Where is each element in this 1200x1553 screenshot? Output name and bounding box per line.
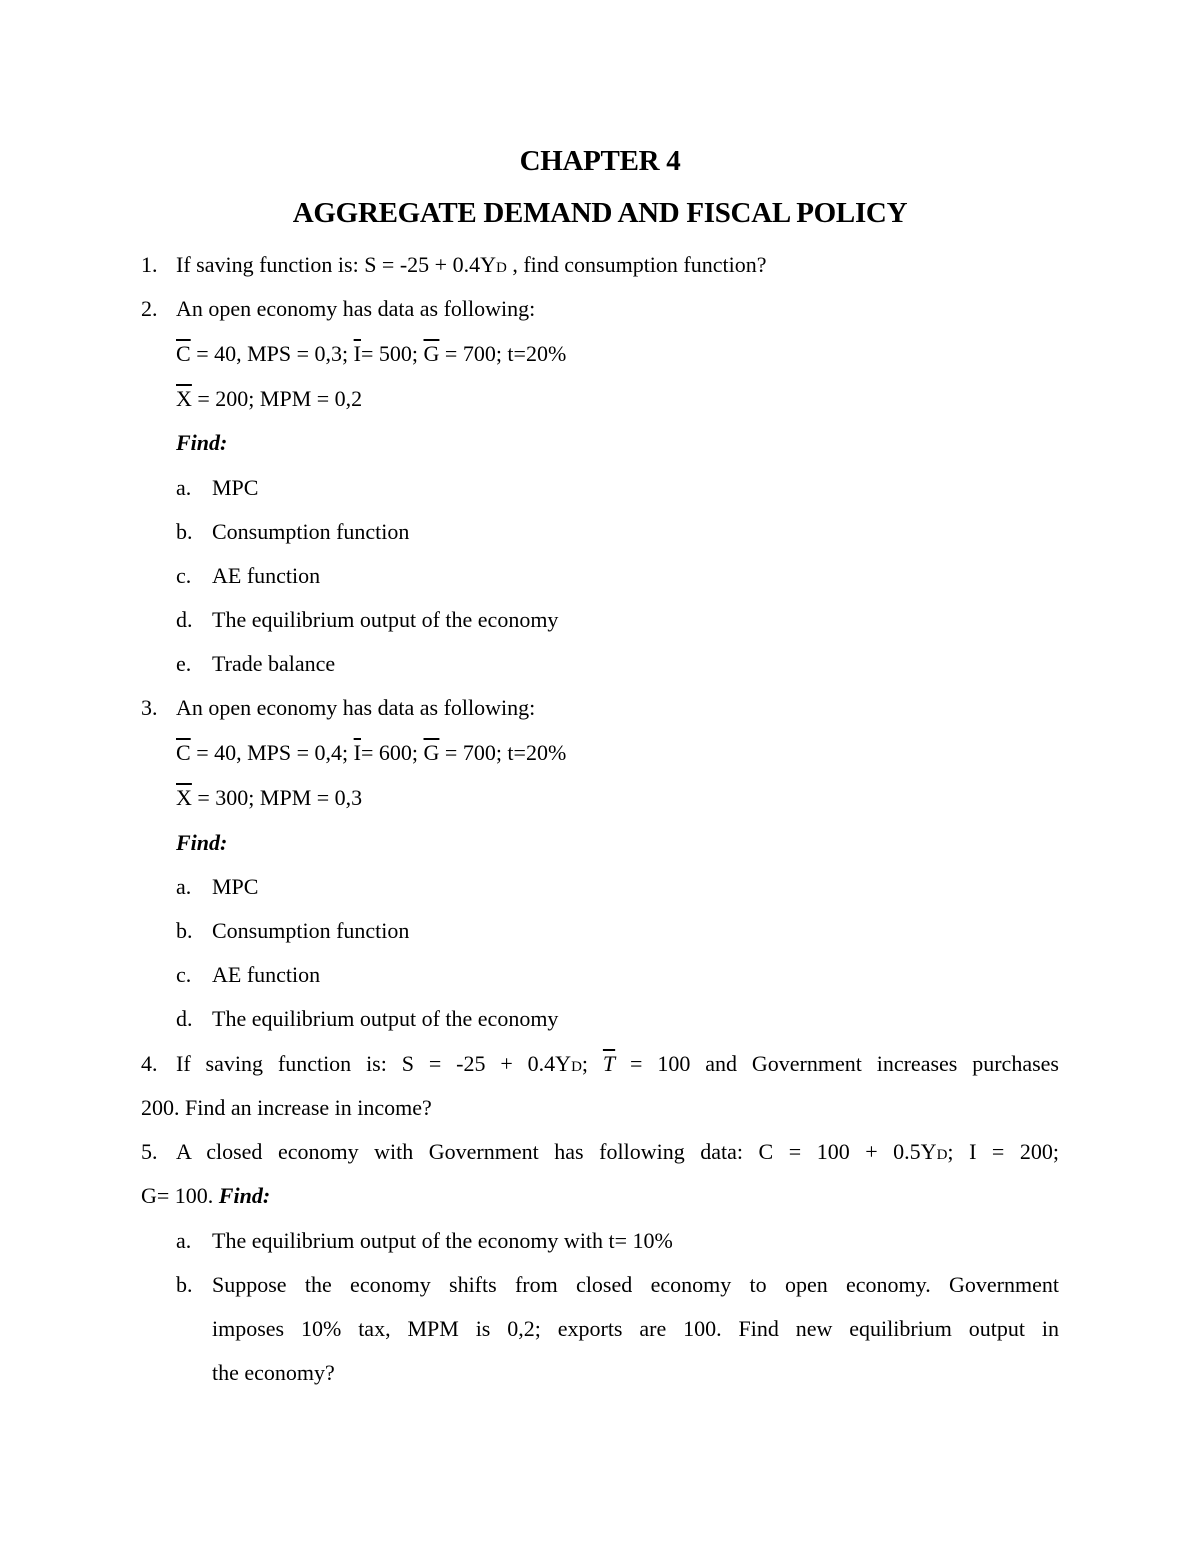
question-text: An open economy has data as following: xyxy=(176,695,536,720)
data-values: $\overline{C} = 40$, MPS = 0,3; $\overline{I}= 500$; $\overline{G} = 700$; t=20% xyxy=(176,341,567,366)
data-values: $\overline{X} = 300$; MPM = 0,3 xyxy=(176,785,363,810)
question-text: An open economy has data as following: xyxy=(176,296,536,321)
chapter-title: AGGREGATE DEMAND AND FISCAL POLICY xyxy=(292,197,908,229)
question-text: If saving function is: S = -25 + 0.4YD , find consumption function? xyxy=(176,252,767,277)
question-number: 2. xyxy=(141,296,158,321)
question-number: 5. xyxy=(141,1139,158,1164)
question-number: 1. xyxy=(141,252,158,277)
question-text: If saving function is: S = -25 + 0.4YD; $\overline{T} = 100$ and Government increases purchases xyxy=(176,1051,1059,1076)
question-number: 4. xyxy=(141,1051,158,1076)
data-values: $\overline{C} = 40$, MPS = 0,4; $\overline{I}= 600$; $\overline{G} = 700$; t=20% xyxy=(176,740,567,765)
data-values: $\overline{X} = 200$; MPM = 0,2 xyxy=(176,386,363,411)
question-text: A closed economy with Government has following data: C = 100 + 0.5YD; I = 200; xyxy=(176,1139,1059,1164)
question-number: 3. xyxy=(141,695,158,720)
chapter-heading: CHAPTER 4 xyxy=(519,145,681,177)
document-page: CHAPTER 4 AGGREGATE DEMAND AND FISCAL POLICY 1. If saving function is: S = -25 + 0.4YD , find consumption function? 2. An open economy has data as following: $\overline{C} = 40$, MPS = 0,3; $\overline{I}= 500$; $\overline{G} = 700$; t=20% $\overline{X} = 200$; MPM = 0,2 Find: a. MPC b. Consumption function c. AE function d. The equilibrium output of the economy e. Trade balance 3. An open economy has data as following: $\overline{C} = 40$, MPS = 0,4; $\overline{I}= 600$; $\overline{G} = 700$; t=20% $\overline{X} = 300$; MPM = 0,3 Find: a. MPC b. Consumption function c. AE function d. The equilibrium output of the economy 4. If saving function is: S = -25 + 0.4YD; $\overline{T} = 100$ and Government increases purchases 200. Find an increase in income? 5. A closed economy with Government has following data: C = 100 + 0.5YD; I = 200; G= 100. Find: a. The equilibrium output of the economy with t= 10% b. Suppose the economy shifts from closed economy to open economy. Government imposes 10% tax, MPM is 0,2; exports are 100. Find new equilibrium output in the economy? xyxy=(0,0,1200,1553)
